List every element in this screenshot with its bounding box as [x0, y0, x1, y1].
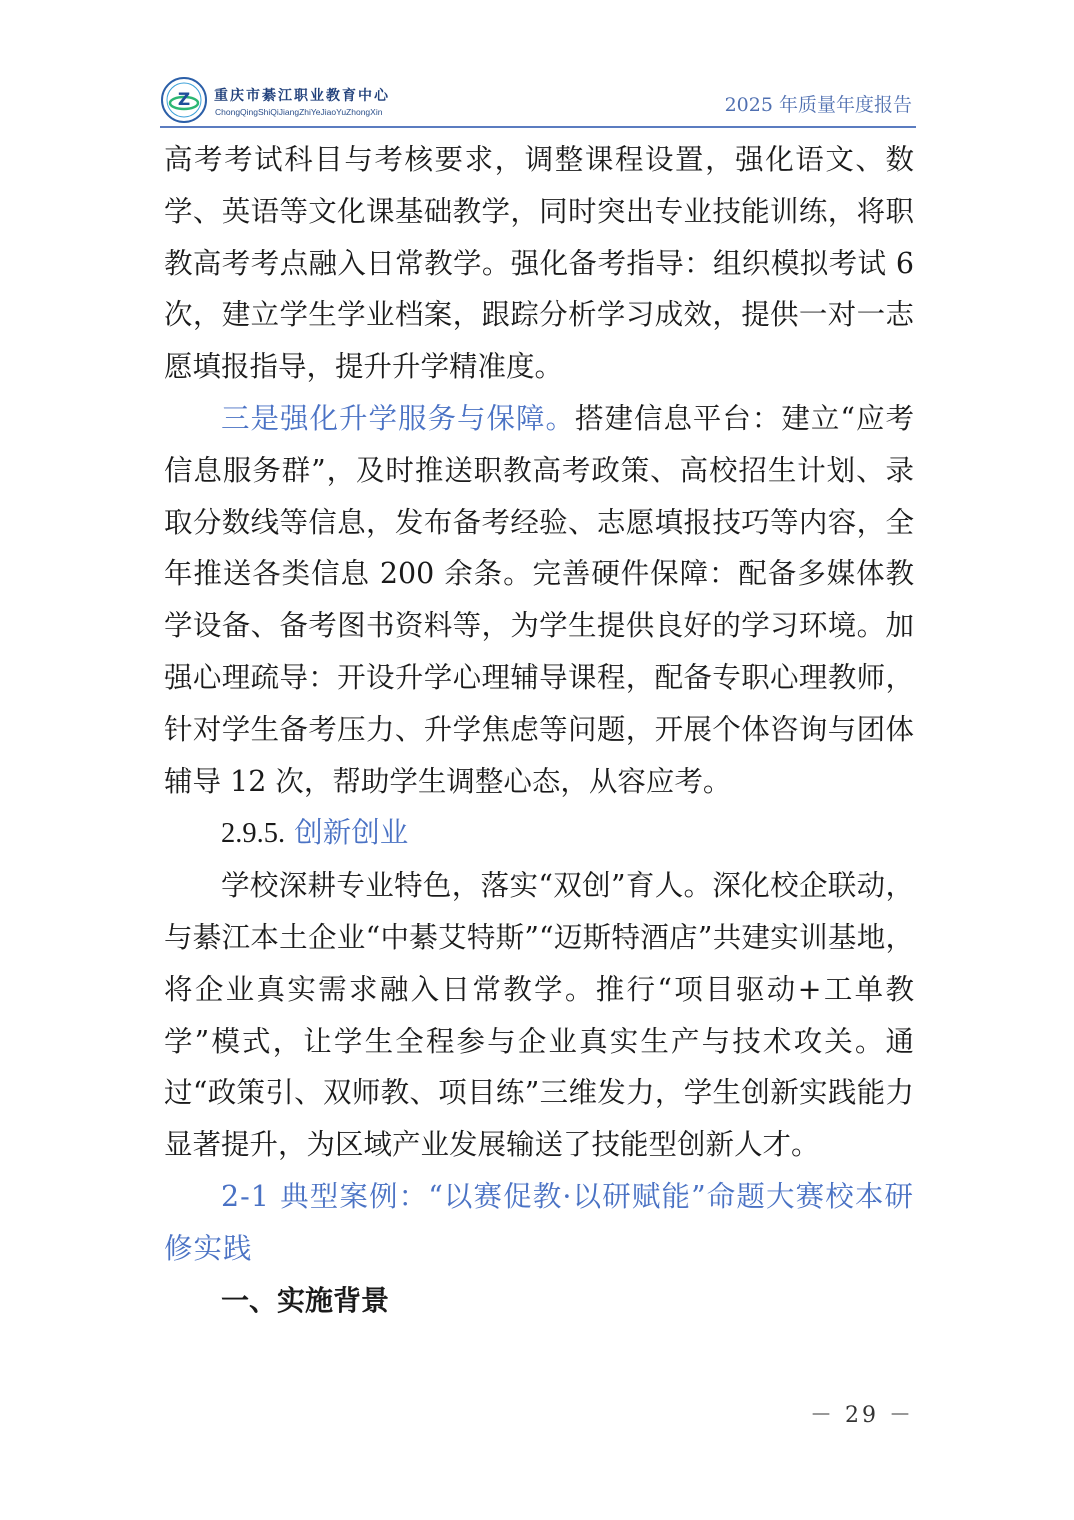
section-number: 2.9.5.	[221, 818, 286, 850]
document-body	[164, 134, 914, 1326]
paragraph-body: 搭建信息平台：建立“应考信息服务群”，及时推送职教高考政策、高校招生计划、录取分数线等信息，发布备考经验、志愿填报技巧等内容，全年推送各类信息 200 余条。完善硬件保障：配备多媒体教学设备、备考图书资料等，为学生提供良好的学习环境。加强心理疏导：开设升学心理辅导课程，配备专职心理教师，针对学生备考压力、升学焦虑等问题，开展个体咨询与团体辅导 12 次，帮助学生调整心态，从容应考。	[164, 401, 914, 798]
heading-implementation-background: 一、实施背景	[221, 1283, 390, 1317]
report-title: 2025 年质量年度报告	[724, 94, 912, 116]
paragraph-upgrade-service	[164, 393, 914, 807]
section-title: 创新创业	[294, 816, 409, 850]
case-title: 2-1 典型案例：“以赛促教·以研赋能”命题大赛校本研修实践	[164, 1179, 914, 1265]
section-heading	[164, 807, 914, 860]
header-divider	[160, 126, 916, 128]
svg-text:Z: Z	[177, 90, 191, 110]
page-number: － 29 －	[810, 1403, 914, 1428]
page-header	[160, 72, 916, 128]
school-logo	[160, 72, 400, 128]
paragraph-lead-highlight: 三是强化升学服务与保障。	[221, 401, 575, 435]
school-logo-icon	[160, 76, 208, 124]
paragraph-continuation: 高考考试科目与考核要求，调整课程设置，强化语文、数学、英语等文化课基础教学，同时突出专业技能训练，将职教高考考点融入日常教学。强化备考指导：组织模拟考试 6 次，建立学生学业档案，跟踪分析学习成效，提供一对一志愿填报指导，提升升学精准度。	[164, 143, 914, 384]
school-name-cn: 重庆市綦江职业教育中心	[214, 88, 390, 104]
school-name-en: ChongQingShiQiJiangZhiYeJiaoYuZhongXin	[215, 107, 383, 117]
paragraph-innovation: 学校深耕专业特色，落实“双创”育人。深化校企联动，与綦江本土企业“中綦艾特斯”“迈斯特酒店”共建实训基地，将企业真实需求融入日常教学。推行“项目驱动+工单教学”模式，让学生全程参与企业真实生产与技术攻关。通过“政策引、双师教、项目练”三维发力，学生创新实践能力显著提升，为区域产业发展输送了技能型创新人才。	[164, 869, 914, 1162]
